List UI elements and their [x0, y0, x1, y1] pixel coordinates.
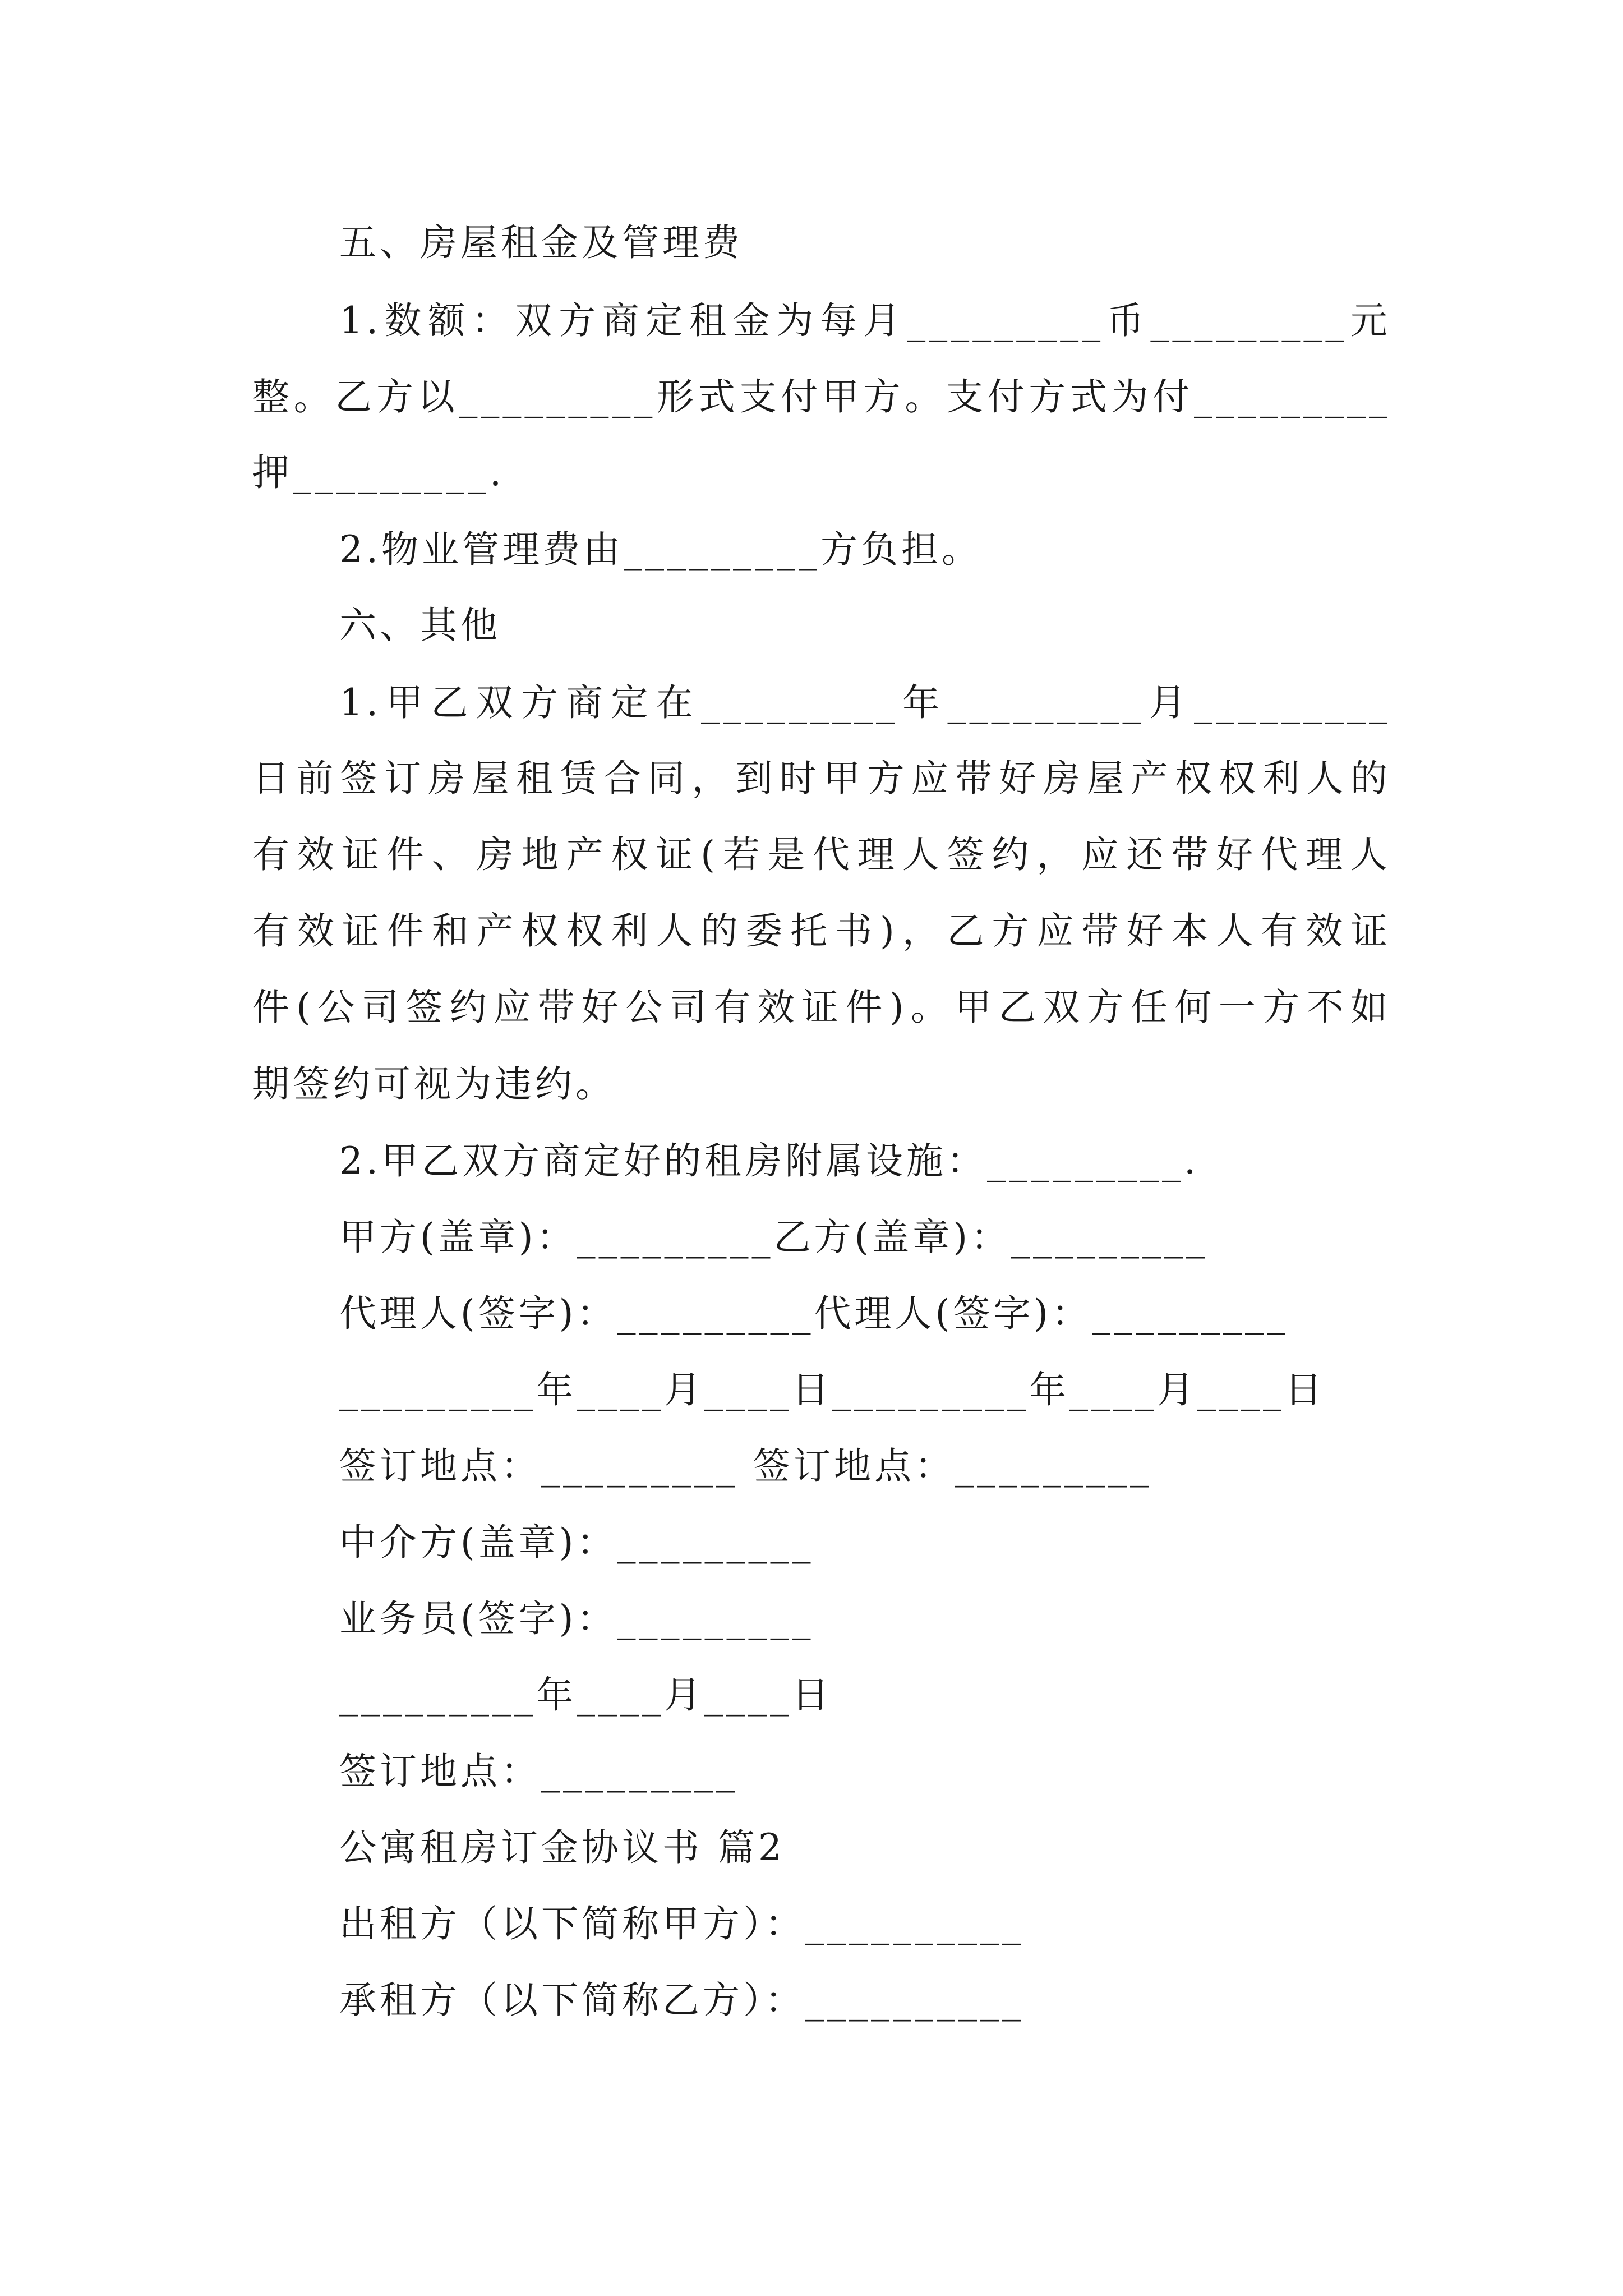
clause-facilities: 2.甲乙双方商定好的租房附属设施：_________. [339, 1139, 1199, 1182]
lessee-line: 承租方（以下简称乙方）：__________ [339, 1978, 1024, 2022]
clause-signing-line-5: 件(公司签约应带好公司有效证件)。甲乙双方任何一方不如 [252, 986, 1391, 1029]
signing-dates: _________年____月____日_________年____月____日 [339, 1368, 1325, 1411]
agent-signatures: 代理人(签字)：_________代理人(签字)：_________ [339, 1292, 1289, 1335]
clause-amount-line-1: 1.数额：双方商定租金为每月_________币_________元 [339, 299, 1391, 342]
clause-amount-line-2: 整。乙方以_________形式支付甲方。支付方式为付_________ [252, 375, 1391, 418]
section-heading-other: 六、其他 [339, 604, 501, 647]
clause-management-fee: 2.物业管理费由_________方负担。 [339, 528, 982, 571]
section-heading-rent: 五、房屋租金及管理费 [339, 221, 743, 264]
clerk-signature: 业务员(签字)：_________ [339, 1597, 814, 1640]
clause-signing-line-4: 有效证件和产权权利人的委托书)，乙方应带好本人有效证 [252, 909, 1391, 953]
intermediary-seal: 中介方(盖章)：_________ [339, 1521, 814, 1564]
intermediary-date: _________年____月____日 [339, 1673, 832, 1717]
clause-signing-line-6: 期签约可视为违约。 [252, 1062, 616, 1106]
lessor-line: 出租方（以下简称甲方）：__________ [339, 1902, 1024, 1945]
party-seals: 甲方(盖章)：_________乙方(盖章)：_________ [339, 1216, 1208, 1259]
clause-amount-line-3: 押_________. [252, 451, 505, 494]
signing-places: 签订地点：_________ 签订地点：_________ [339, 1444, 1152, 1488]
intermediary-place: 签订地点：_________ [339, 1750, 738, 1793]
clause-signing-line-3: 有效证件、房地产权证(若是代理人签约，应还带好代理人 [252, 833, 1391, 876]
article-title-part-2: 公寓租房订金协议书 篇2 [339, 1826, 785, 1869]
clause-signing-line-1: 1.甲乙双方商定在_________年_________月_________ [339, 681, 1391, 724]
clause-signing-line-2: 日前签订房屋租赁合同，到时甲方应带好房屋产权权利人的 [252, 757, 1391, 800]
